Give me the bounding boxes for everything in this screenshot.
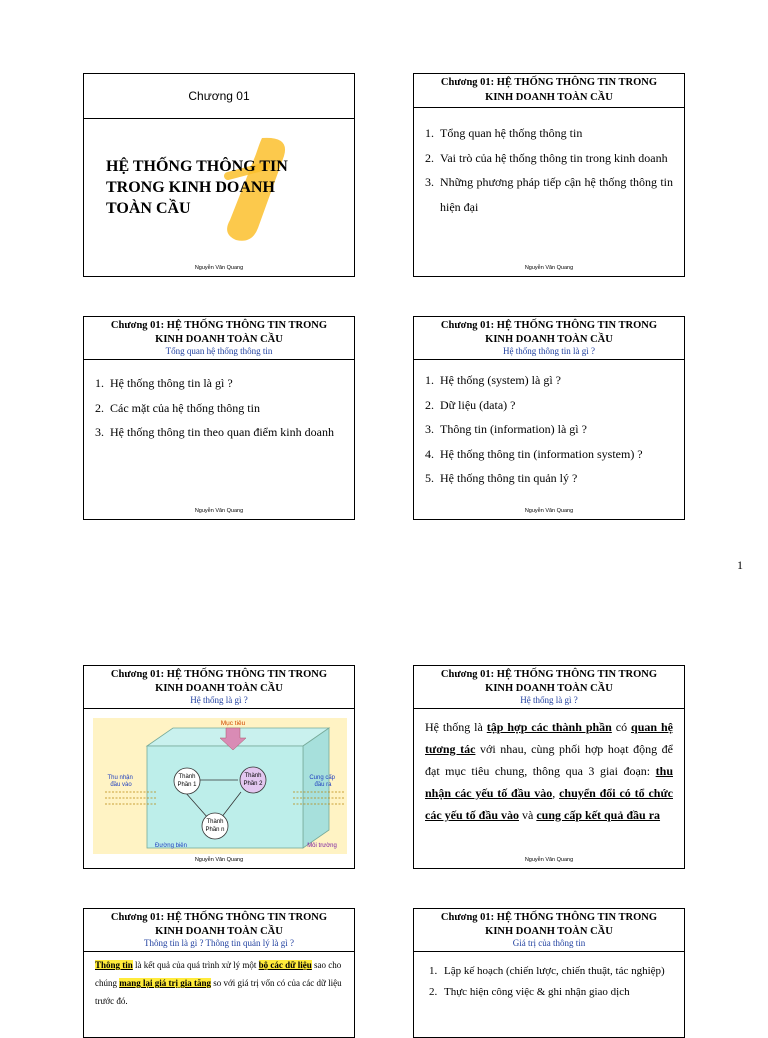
- list-item: 2. Các mặt của hệ thống thông tin: [95, 400, 260, 415]
- list-item: 1. Hệ thống (system) là gì ?: [425, 373, 561, 387]
- slide-header: Chương 01: HỆ THỐNG THÔNG TIN TRONG KINH DOANH TOÀN CẦU Tổng quan hệ thống thông tin: [84, 317, 354, 356]
- slide-6: [413, 665, 685, 869]
- boundary-label: Đường biên: [155, 843, 187, 849]
- slide-header: Chương 01: HỆ THỐNG THÔNG TIN TRONG KINH DOANH TOÀN CẦU Thông tin là gì ? Thông tin quản lý là gì ?: [84, 909, 354, 948]
- author: Nguyễn Văn Quang: [524, 857, 574, 863]
- slide-7: [83, 908, 355, 1038]
- author: Nguyễn Văn Quang: [524, 265, 574, 271]
- list-item: 3. Thông tin (information) là gì ?: [425, 422, 587, 436]
- slide-header: Chương 01: HỆ THỐNG THÔNG TIN TRONG KINH DOANH TOÀN CẦU: [440, 77, 658, 103]
- slide-header: Chương 01: HỆ THỐNG THÔNG TIN TRONG KINH DOANH TOÀN CẦU Hệ thống là gì ?: [414, 666, 684, 705]
- component-n: [202, 813, 228, 839]
- author: Nguyễn Văn Quang: [194, 265, 244, 271]
- svg-text:Thành: Thành: [206, 819, 224, 825]
- input-label: Thu nhận đầu vào: [107, 775, 133, 788]
- list-item: 4. Hệ thống thông tin (information system) ?: [425, 446, 643, 461]
- list-item: 1. Tổng quan hệ thống thông tin: [425, 126, 583, 140]
- author: Nguyễn Văn Quang: [194, 857, 244, 863]
- list-item: 3. Hệ thống thông tin theo quan điểm kinh doanh: [95, 425, 334, 439]
- slide-list: [425, 121, 673, 219]
- svg-text:Phần 2: Phần 2: [243, 781, 263, 787]
- slide-subtitle: Hệ thống là gì ?: [190, 695, 248, 705]
- svg-text:Phần 1: Phần 1: [177, 782, 197, 788]
- slide-1: [83, 73, 355, 277]
- list-item: 2. Vai trò của hệ thống thông tin trong kinh doanh: [425, 150, 668, 165]
- list-item: 2. Thực hiện công việc & ghi nhận giao dịch: [429, 986, 630, 998]
- component-1: [174, 768, 200, 794]
- list-item: 3. Những phương pháp tiếp cận hệ thống thông tin hiện đại: [425, 175, 673, 214]
- slide-subtitle: Giá trị của thông tin: [512, 938, 586, 948]
- goal-label: Mục tiêu: [220, 720, 246, 727]
- environment-label: Môi trường: [307, 843, 337, 849]
- slide-list: [429, 961, 673, 1003]
- svg-text:Phần n: Phần n: [205, 827, 225, 833]
- slide-subtitle: Hệ thống thông tin là gì ?: [503, 346, 595, 356]
- list-item: 1. Lập kế hoạch (chiến lược, chiến thuật, tác nghiệp): [429, 965, 665, 977]
- slide-8: [413, 908, 685, 1038]
- slide-header: Chương 01: HỆ THỐNG THÔNG TIN TRONG KINH DOANH TOÀN CẦU Hệ thống thông tin là gì ?: [414, 317, 684, 356]
- system-box-side: [303, 728, 329, 848]
- list-item: 1. Hệ thống thông tin là gì ?: [95, 376, 233, 390]
- page-number: 1: [737, 558, 743, 572]
- slide-header: Chương 01: HỆ THỐNG THÔNG TIN TRONG KINH DOANH TOÀN CẦU Hệ thống là gì ?: [84, 666, 354, 705]
- list-item: 2. Dữ liệu (data) ?: [425, 397, 516, 412]
- author: Nguyễn Văn Quang: [194, 508, 244, 514]
- list-item: 5. Hệ thống thông tin quản lý ?: [425, 471, 578, 485]
- definition-paragraph: Thông tin là kết quả của quá trình xử lý một bộ các dữ liệu sao cho chúng mang lại giá trị gia tăng so với giá trị vốn có của các dữ liệu trước đó.: [95, 960, 342, 1006]
- svg-text:Thành: Thành: [244, 773, 262, 779]
- output-label: Cung cấp đầu ra: [309, 775, 336, 788]
- slide-title: HỆ THỐNG THÔNG TIN TRONG KINH DOANH TOÀN CẦU: [106, 158, 288, 217]
- slide-5: [83, 665, 355, 869]
- definition-paragraph: Hệ thống là tập hợp các thành phần có quan hệ tương tác với nhau, cùng phối hợp hoạt động để đạt mục tiêu chung, thông qua 3 giai đoạn: thu nhận các yếu tố đầu vào, chuyển đổi có tổ chức các yếu tố đầu vào và cung cấp kết quả đầu ra: [425, 720, 674, 822]
- system-diagram: [93, 718, 347, 854]
- slide-subtitle: Thông tin là gì ? Thông tin quản lý là gì ?: [143, 938, 295, 948]
- author: Nguyễn Văn Quang: [524, 508, 574, 514]
- slide-3: [83, 316, 355, 520]
- slide-chapter-label: Chương 01: [188, 89, 250, 103]
- slide-list: [425, 368, 673, 491]
- slide-subtitle: Hệ thống là gì ?: [520, 695, 578, 705]
- slide-list: [95, 371, 343, 445]
- component-2: [240, 767, 266, 793]
- slide-header: Chương 01: HỆ THỐNG THÔNG TIN TRONG KINH DOANH TOÀN CẦU Giá trị của thông tin: [414, 909, 684, 948]
- svg-text:Thành: Thành: [178, 774, 196, 780]
- slide-4: [413, 316, 685, 520]
- slide-2: [413, 73, 685, 277]
- slide-subtitle: Tổng quan hệ thống thông tin: [165, 346, 273, 356]
